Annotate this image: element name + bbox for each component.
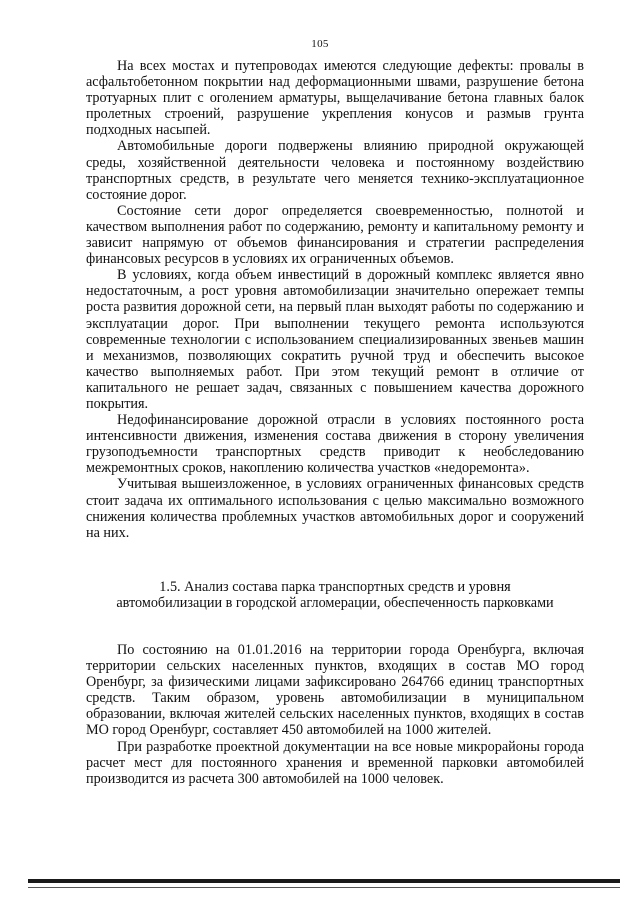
section-heading-line-2: автомобилизации в городской агломерации, обеспеченность парковками (116, 595, 554, 612)
paragraph-vehicle-statistics: По состоянию на 01.01.2016 на территории города Оренбурга, включая территории сельских населенных пунктов, входящих в состав МО город Оренбург, за физическими лицами зафиксировано 264766 единиц транспортных средств. Таким образом, уровень автомобилизации в муниципальном образовании, включая жителей сельских населенных пунктов, входящих в состав МО город Оренбург, составляет 450 автомобилей на 1000 жителей. (86, 642, 584, 739)
paragraph-investment-conditions: В условиях, когда объем инвестиций в дорожный комплекс является явно недостаточным, а рост уровня автомобилизации значительно опережает темпы роста развития дорожной сети, на первый план выходят работы по содержанию и эксплуатации дорог. При выполнении текущего ремонта используются современные технологии с использованием специализированных звеньев машин и механизмов, позволяющих сократить ручной труд и обеспечить высокое качество выполняемых работ. При этом текущий ремонт в отличие от капитального не решает задач, связанных с повышением качества дорожного покрытия. (86, 267, 584, 412)
paragraph-conclusion: Учитывая вышеизложенное, в условиях ограниченных финансовых средств стоит задача их оптимального использования с целью максимально возможного снижения количества проблемных участков автомобильных дорог и сооружений на них. (86, 476, 584, 541)
bottom-border-thick (28, 879, 620, 883)
document-body (86, 58, 584, 787)
page-number: 105 (311, 38, 329, 50)
paragraph-bridges-defects: На всех мостах и путепроводах имеются следующие дефекты: провалы в асфальтобетонном покрытии над деформационными швами, разрушение бетона тротуарных плит с оголением арматуры, выщелачивание бетона главных балок пролетных строений, разрушение укрепления конусов и размыв грунта подходных насыпей. (86, 58, 584, 139)
paragraph-parking-calculation: При разработке проектной документации на все новые микрорайоны города расчет мест для постоянного хранения и временной парковки автомобилей производится из расчета 300 автомобилей на 1000 человек. (86, 738, 584, 787)
section-heading (86, 579, 584, 612)
paragraph-underfunding: Недофинансирование дорожной отрасли в условиях постоянного роста интенсивности движения, изменения состава движения в сторону увеличения грузоподъемности транспортных средств приводит к необследованию межремонтных сроков, накоплению количества участков «недоремонта». (86, 412, 584, 477)
section-heading-line-1: 1.5. Анализ состава парка транспортных средств и уровня (159, 578, 511, 595)
paragraph-roads-environment: Автомобильные дороги подвержены влиянию природной окружающей среды, хозяйственной деятельности человека и постоянному воздействию транспортных средств, в результате чего меняется технико-эксплуатационное состояние дорог. (86, 138, 584, 203)
paragraph-network-state: Состояние сети дорог определяется своевременностью, полнотой и качеством выполнения работ по содержанию, ремонту и капитальному ремонту и зависит напрямую от объемов финансирования и стратегии распределения финансовых ресурсов в условиях их ограниченных объемов. (86, 202, 584, 268)
bottom-border-thin (28, 887, 620, 888)
